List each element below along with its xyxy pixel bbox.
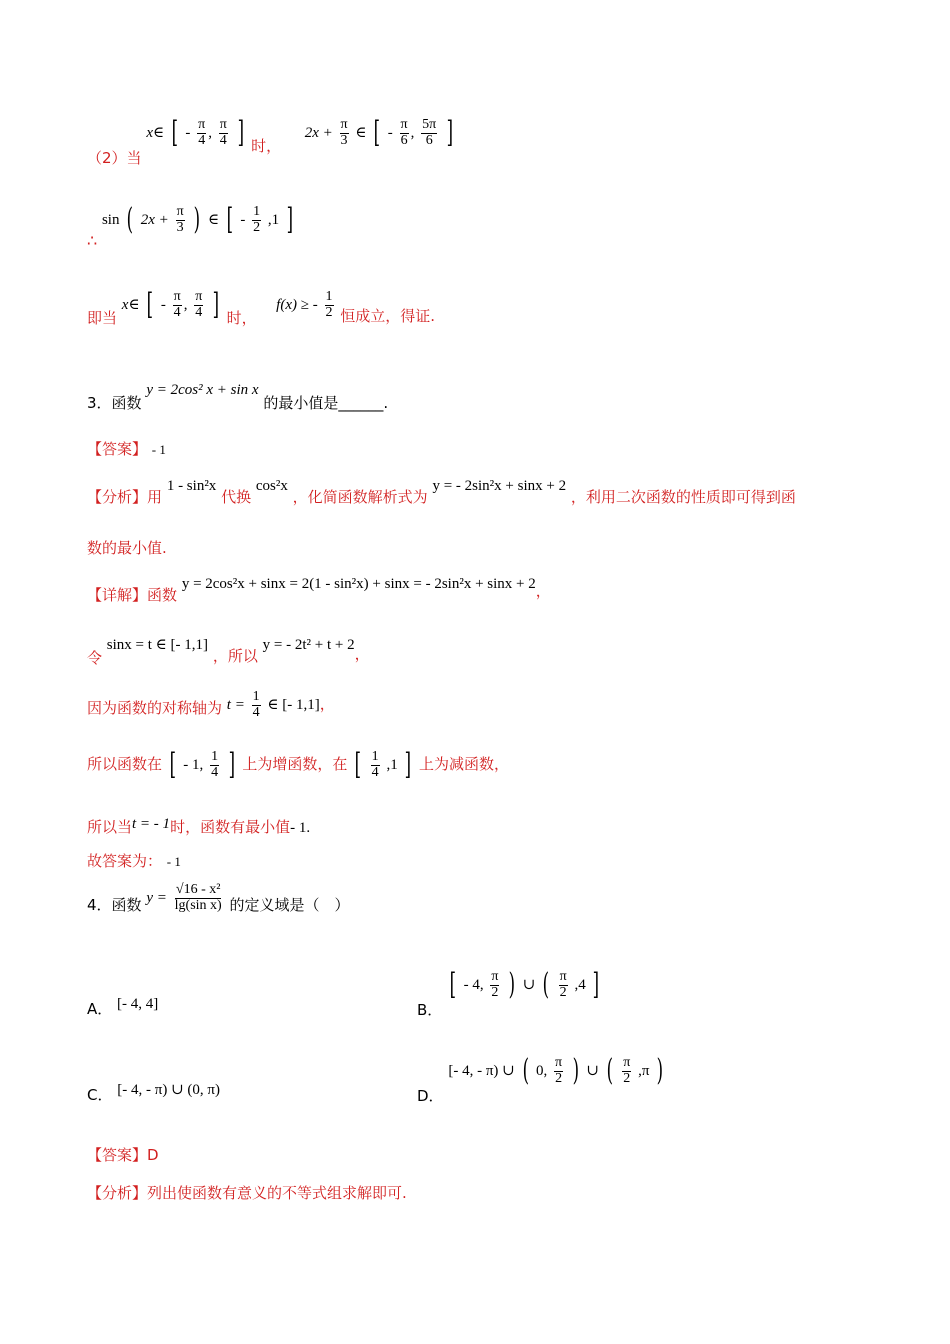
answer-label: 【答案】 (87, 440, 148, 458)
q2-part-label: （2）当 (87, 149, 142, 168)
option-d[interactable]: D． [- 4, - π) ∪ ( 0, $\frac{\pi}{2}$ ) ∪ ( $\frac{\pi}{2}$ ,π ) (417, 1053, 664, 1106)
fraction-5pi-6: $\frac{5\pi}{6}$ (422, 117, 437, 148)
fraction-1-2: $\frac{1}{2}$ (253, 204, 261, 235)
fraction-pi-4: $\frac{\pi}{4}$ (198, 117, 206, 148)
q2-cond-x: x∈ (146, 125, 165, 142)
option-b[interactable]: B． [ - 4, $\frac{\pi}{2}$ ) ∪ ( $\frac{\pi}{2}$ ,4 ] (417, 967, 600, 1020)
option-c[interactable]: C． [- 4, - π) ∪ (0, π) (87, 1082, 220, 1104)
analysis-line2: 数的最小值. (87, 539, 167, 557)
q3-analysis: 【分析】用 1 - sin²x 代换 cos²x ，化简函数解析式为 y = - 2sin²x + sinx + 2 ，利用二次函数的性质即可得到函 (87, 478, 796, 506)
q4-fraction: $\frac{\text{√16 - x²}}{\text{lg(sin x)}}$ (174, 882, 222, 913)
answer-value: - 1 (151, 442, 166, 457)
q3-number: 3．函数 (87, 394, 142, 412)
right-bracket: ] (237, 115, 244, 151)
q3-min: 所以当t = - 1时，函数有最小值- 1. (87, 816, 311, 836)
fraction-pi-4b: $\frac{\pi}{4}$ (219, 117, 227, 148)
analysis-label: 【分析】 (87, 488, 148, 506)
minus-sign: - (185, 125, 191, 142)
let-expr: sinx = t ∈ [- 1,1] (106, 637, 209, 653)
q3-monotone: 所以函数在 [ - 1, $\frac{1}{4}$ ] 上为增函数，在 [ $\frac{1}{4}$ ,1 ] 上为减函数， (87, 747, 509, 783)
fraction-pi-6: $\frac{\pi}{6}$ (400, 117, 408, 148)
q4-analysis: 【分析】列出使函数有意义的不等式组求解即可. (87, 1184, 407, 1202)
therefore-symbol: ∴ (87, 231, 98, 251)
sin-text: sin (101, 212, 120, 229)
q2-line2: ∴ sin ( 2x + $\frac{\pi}{3}$ ) ∈ [ - $\frac{1}{2}$ ,1 ] (87, 202, 294, 251)
q3-formula: y = 2cos² x + sin x (146, 382, 259, 398)
q4-question: 4．函数 y = $\frac{\text{√16 - x²}}{\text{lg(sin x)}}$ 的定义域是（ ） (87, 882, 350, 915)
q2-expr-2x: 2x + (304, 125, 333, 142)
option-a[interactable]: A． [- 4, 4] (87, 996, 159, 1018)
detail-label: 【详解】 (87, 586, 148, 604)
q4-number: 4．函数 (87, 896, 142, 915)
q2-shi: 时， (251, 137, 282, 156)
detail-expr: y = 2cos²x + sinx = 2(1 - sin²x) + sinx = - 2sin²x + sinx + 2 (181, 576, 536, 592)
q3-answer (87, 438, 166, 459)
q3-question (87, 378, 389, 412)
conclusion-text: 恒成立，得证. (340, 307, 436, 326)
q3-axis: 因为函数的对称轴为 t = $\frac{1}{4}$ ∈ [- 1,1]， (87, 689, 335, 720)
q4-tail: 的定义域是（ ） (229, 896, 350, 915)
q3-detail: 【详解】函数 y = 2cos²x + sinx = 2(1 - sin²x) + sinx = - 2sin²x + sinx + 2， (87, 576, 551, 604)
q2-line3: 即当 x∈ [ - $\frac{\pi}{4}$ , $\frac{\pi}{4}$ ] 时， f(x) ≥ - $\frac{1}{2}$ 恒成立，得证. (87, 287, 436, 328)
in-symbol: ∈ (355, 125, 367, 142)
q2-line1: （2）当 x∈ [ - $\frac{\pi}{4}$ , $\frac{\pi}{4}$ ] 时， 2x + $\frac{\pi}{3}$ ∈ [ - $\frac{\pi}{6}$ , $\frac{5\pi}{6}$ ] (87, 115, 454, 168)
q3-tail: 的最小值是______. (263, 394, 389, 412)
q4-answer-value: D (147, 1146, 159, 1164)
so-expr: y = - 2t² + t + 2 (262, 637, 355, 653)
fx-expr: f(x) ≥ - (276, 297, 318, 314)
q3-final: 故答案为： - 1 (87, 852, 181, 870)
q4-answer: 【答案】D (87, 1146, 159, 1164)
jidang-text: 即当 (87, 309, 118, 328)
left-bracket: [ (171, 115, 178, 151)
q3-let: 令 sinx = t ∈ [- 1,1] ，所以 y = - 2t² + t + 2， (87, 637, 370, 667)
fraction-pi-3: $\frac{\pi}{3}$ (340, 117, 348, 148)
